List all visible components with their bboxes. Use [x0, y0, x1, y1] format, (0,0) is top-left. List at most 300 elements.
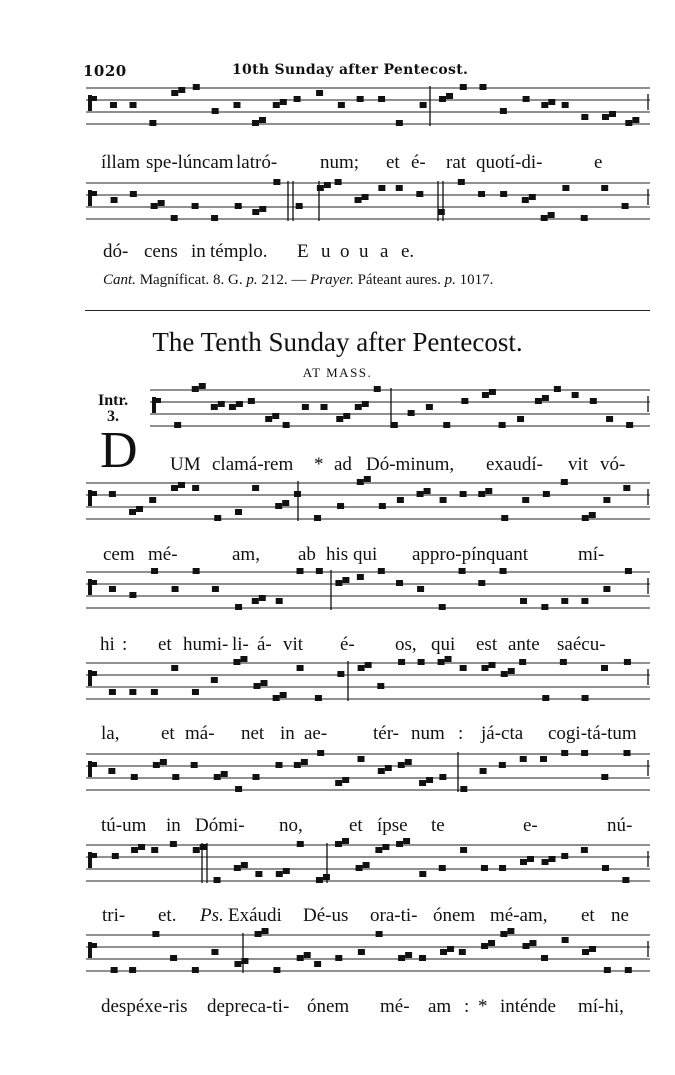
- neume-note: [294, 96, 301, 102]
- neume-note: [379, 503, 386, 509]
- neume-note: [304, 952, 311, 958]
- neume-note: [416, 191, 423, 197]
- neume-note: [149, 497, 156, 503]
- neume-note: [158, 200, 165, 206]
- syllable: Dó-minum,: [366, 454, 455, 475]
- syllable: et: [386, 152, 400, 173]
- neume-note: [420, 102, 427, 108]
- syllable: num: [411, 723, 445, 744]
- syllable: u: [321, 241, 331, 262]
- syllable: mé-: [148, 544, 178, 565]
- neume-note: [343, 413, 350, 419]
- neume-note: [259, 595, 266, 601]
- neume-note: [171, 665, 178, 671]
- neume-note: [458, 179, 465, 185]
- neume-note: [149, 120, 156, 126]
- syllable: spe-lúncam: [146, 152, 234, 173]
- syllable: dó-: [103, 241, 129, 262]
- syllable: et: [349, 815, 363, 836]
- neume-note: [481, 943, 488, 949]
- neume-note: [438, 209, 445, 215]
- page-label: p.: [444, 272, 456, 288]
- clef: [88, 942, 92, 958]
- neume-note: [460, 665, 467, 671]
- neume-note: [357, 574, 364, 580]
- syllable: *: [478, 996, 488, 1017]
- syllable: E: [297, 241, 309, 262]
- neume-note: [273, 967, 280, 973]
- introit-label: Intr.: [98, 392, 129, 409]
- neume-note: [624, 750, 631, 756]
- neume-note: [317, 750, 324, 756]
- syllable: no,: [279, 815, 303, 836]
- neume-note: [529, 194, 536, 200]
- neume-note: [582, 695, 589, 701]
- neume-note: [624, 659, 631, 665]
- syllable: inténde: [500, 996, 556, 1017]
- neume-note: [262, 928, 269, 934]
- neume-note: [446, 93, 453, 99]
- neume-note: [488, 662, 495, 668]
- neume-note: [632, 117, 639, 123]
- neume-note: [625, 568, 632, 574]
- neume-note: [335, 780, 342, 786]
- neume-note: [501, 671, 508, 677]
- syllable: in: [280, 723, 295, 744]
- neume-note: [622, 877, 629, 883]
- syllable: é-: [340, 634, 355, 655]
- syllable: mé-am,: [490, 905, 548, 926]
- neume-note: [335, 841, 342, 847]
- neume-note: [589, 512, 596, 518]
- neume-note: [355, 404, 362, 410]
- neume-note: [109, 586, 116, 592]
- neume-note: [109, 689, 116, 695]
- neume-note: [275, 503, 282, 509]
- neume-note: [129, 967, 136, 973]
- neume-note: [259, 206, 266, 212]
- neume-note: [336, 416, 343, 422]
- neume-note: [482, 392, 489, 398]
- neume-note: [542, 695, 549, 701]
- neume-note: [622, 203, 629, 209]
- neume-note: [138, 844, 145, 850]
- neume-note: [529, 940, 536, 946]
- neume-note: [541, 604, 548, 610]
- clef: [88, 761, 92, 777]
- neume-note: [396, 841, 403, 847]
- neume-note: [581, 750, 588, 756]
- syllable: rat: [446, 152, 467, 173]
- clef: [92, 491, 97, 496]
- neume-note: [248, 398, 255, 404]
- neume-note: [211, 215, 218, 221]
- syllable: mí-: [578, 544, 605, 565]
- syllable: vit: [283, 634, 304, 655]
- syllable: *: [314, 454, 324, 475]
- syllable: e-: [523, 815, 538, 836]
- neume-note: [358, 949, 365, 955]
- clef: [88, 95, 92, 111]
- neume-note: [109, 491, 116, 497]
- neume-note: [408, 410, 415, 416]
- clef: [92, 671, 97, 676]
- neume-note: [603, 497, 610, 503]
- syllable: ne: [611, 905, 629, 926]
- neume-note: [233, 659, 240, 665]
- neume-note: [252, 209, 259, 215]
- neume-note: [560, 659, 567, 665]
- neume-note: [625, 967, 632, 973]
- neume-note: [211, 404, 218, 410]
- neume-note: [460, 491, 467, 497]
- neume-note: [211, 677, 218, 683]
- syllable: já-cta: [481, 723, 524, 744]
- neume-note: [625, 120, 632, 126]
- neume-note: [235, 509, 242, 515]
- neume-note: [601, 665, 608, 671]
- syllable: ípse: [377, 815, 408, 836]
- neume-note: [152, 931, 159, 937]
- neume-note: [280, 99, 287, 105]
- page-number: 1020: [83, 62, 127, 80]
- neume-note: [480, 768, 487, 774]
- neume-note: [273, 102, 280, 108]
- neume-note: [405, 759, 412, 765]
- neume-note: [479, 84, 486, 90]
- syllable: qui: [431, 634, 456, 655]
- syllable: cens: [144, 241, 178, 262]
- neume-note: [192, 967, 199, 973]
- syllable: mí-hi,: [578, 996, 624, 1017]
- neume-note: [240, 656, 247, 662]
- psalm-label: Ps.: [200, 905, 224, 926]
- syllable: am: [428, 996, 452, 1017]
- syllable: Dómi-: [195, 815, 245, 836]
- neume-note: [129, 509, 136, 515]
- syllable: exaudí-: [486, 454, 543, 475]
- prayer-page: 1017.: [459, 272, 494, 288]
- neume-note: [582, 949, 589, 955]
- introit-marker: [98, 393, 128, 425]
- clef: [88, 852, 92, 868]
- neume-note: [378, 568, 385, 574]
- neume-note: [520, 598, 527, 604]
- neume-note: [590, 398, 597, 404]
- syllable: cogi-tá-tum: [548, 723, 637, 744]
- neume-note: [589, 946, 596, 952]
- neume-note: [460, 786, 467, 792]
- neume-note: [581, 847, 588, 853]
- clef: [88, 190, 92, 206]
- syllable: ante: [508, 634, 540, 655]
- neume-note: [439, 604, 446, 610]
- clef: [88, 490, 92, 506]
- neume-note: [426, 777, 433, 783]
- neume-note: [160, 759, 167, 765]
- neume-note: [221, 771, 228, 777]
- neume-note: [500, 191, 507, 197]
- neume-note: [212, 586, 219, 592]
- syllable: nú-: [607, 815, 633, 836]
- syllable: in: [191, 241, 206, 262]
- syllable: et.: [158, 905, 177, 926]
- neume-note: [581, 598, 588, 604]
- prayer-label: Prayer.: [310, 272, 354, 288]
- syllable: má-: [185, 723, 215, 744]
- neume-note: [489, 389, 496, 395]
- neume-note: [172, 586, 179, 592]
- syllable: quotí-di-: [476, 152, 543, 173]
- neume-note: [229, 404, 236, 410]
- neume-note: [606, 416, 613, 422]
- clef: [92, 580, 97, 585]
- neume-note: [541, 955, 548, 961]
- neume-note: [171, 215, 178, 221]
- neume-note: [192, 203, 199, 209]
- neume-note: [199, 383, 206, 389]
- neume-note: [171, 90, 178, 96]
- neume-note: [235, 604, 242, 610]
- neume-note: [438, 659, 445, 665]
- neume-note: [562, 102, 569, 108]
- neume-note: [302, 404, 309, 410]
- neume-note: [337, 503, 344, 509]
- section-subtitle: AT MASS.: [302, 365, 373, 380]
- neume-note: [283, 422, 290, 428]
- neume-note: [377, 683, 384, 689]
- neume-note: [153, 762, 160, 768]
- drop-capital: D: [100, 422, 138, 479]
- neume-note: [342, 577, 349, 583]
- clef: [92, 943, 97, 948]
- neume-note: [276, 871, 283, 877]
- neume-note: [419, 955, 426, 961]
- neume-note: [375, 847, 382, 853]
- syllable: é-: [411, 152, 426, 173]
- syllable: la,: [101, 723, 120, 744]
- neume-note: [355, 197, 362, 203]
- neume-note: [500, 931, 507, 937]
- syllable: am,: [232, 544, 260, 565]
- neume-note: [255, 871, 262, 877]
- syllable: UM: [170, 454, 201, 475]
- syllable: cem: [103, 544, 135, 565]
- neume-note: [365, 662, 372, 668]
- syllable: latró-: [236, 152, 278, 173]
- clef: [92, 762, 97, 767]
- neume-note: [499, 422, 506, 428]
- neume-note: [151, 847, 158, 853]
- neume-note: [342, 838, 349, 844]
- neume-note: [481, 865, 488, 871]
- syllable: mé-: [380, 996, 410, 1017]
- separator: —: [291, 272, 307, 288]
- neume-note: [357, 479, 364, 485]
- neume-note: [609, 111, 616, 117]
- neume-note: [338, 102, 345, 108]
- syllable: Dé-us: [303, 905, 349, 926]
- neume-note: [252, 598, 259, 604]
- neume-note: [527, 856, 534, 862]
- neume-note: [192, 485, 199, 491]
- neume-note: [280, 692, 287, 698]
- neume-note: [356, 865, 363, 871]
- clef: [88, 670, 92, 686]
- neume-note: [130, 102, 137, 108]
- neume-note: [396, 185, 403, 191]
- neume-note: [335, 580, 342, 586]
- neume-note: [234, 865, 241, 871]
- neume-note: [337, 671, 344, 677]
- clef: [92, 853, 97, 858]
- syllable: tér-: [373, 723, 399, 744]
- clef: [88, 579, 92, 595]
- neume-note: [192, 689, 199, 695]
- syllable: ónem: [307, 996, 350, 1017]
- neume-note: [192, 386, 199, 392]
- neume-note: [522, 197, 529, 203]
- neume-note: [136, 506, 143, 512]
- neume-note: [520, 859, 527, 865]
- syllable: et: [581, 905, 595, 926]
- neume-note: [151, 203, 158, 209]
- neume-note: [252, 485, 259, 491]
- neume-note: [178, 87, 185, 93]
- neume-note: [172, 774, 179, 780]
- neume-note: [297, 955, 304, 961]
- neume-note: [561, 853, 568, 859]
- neume-note: [193, 84, 200, 90]
- syllable: vit: [568, 454, 589, 475]
- syllable: num;: [320, 152, 360, 173]
- neume-note: [252, 774, 259, 780]
- syllable: :: [464, 996, 470, 1017]
- syllable: a: [380, 241, 389, 262]
- introit-mode: 3.: [107, 408, 120, 425]
- neume-note: [459, 949, 466, 955]
- neume-note: [603, 586, 610, 592]
- syllable: et: [161, 723, 175, 744]
- neume-note: [398, 762, 405, 768]
- neume-note: [265, 416, 272, 422]
- neume-note: [342, 777, 349, 783]
- neume-note: [426, 404, 433, 410]
- neume-note: [283, 868, 290, 874]
- neume-note: [112, 853, 119, 859]
- neume-note: [178, 482, 185, 488]
- neume-note: [417, 491, 424, 497]
- neume-note: [439, 774, 446, 780]
- clef: [152, 397, 156, 413]
- neume-note: [129, 689, 136, 695]
- neume-note: [508, 668, 515, 674]
- neume-note: [362, 194, 369, 200]
- neume-note: [294, 762, 301, 768]
- neume-note: [214, 774, 221, 780]
- neume-note: [131, 774, 138, 780]
- neume-note: [548, 99, 555, 105]
- cant-page: 212.: [261, 272, 288, 288]
- syllable: :: [122, 634, 128, 655]
- neume-note: [517, 416, 524, 422]
- neume-note: [276, 598, 283, 604]
- neume-note: [424, 488, 431, 494]
- neume-note: [535, 398, 542, 404]
- neume-note: [357, 96, 364, 102]
- neume-note: [376, 931, 383, 937]
- syllable: o: [340, 241, 350, 262]
- syllable: li-: [232, 634, 249, 655]
- neume-note: [601, 185, 608, 191]
- neume-note: [335, 179, 342, 185]
- neume-note: [212, 108, 219, 114]
- neume-note: [297, 568, 304, 574]
- neume-note: [218, 401, 225, 407]
- neume-note: [233, 102, 240, 108]
- neume-note: [523, 96, 530, 102]
- neume-note: [314, 515, 321, 521]
- neume-note: [335, 955, 342, 961]
- neume-note: [252, 120, 259, 126]
- neume-note: [374, 386, 381, 392]
- neume-note: [272, 413, 279, 419]
- syllable: :: [458, 723, 464, 744]
- neume-note: [540, 756, 547, 762]
- clef: [156, 398, 161, 403]
- neume-note: [541, 102, 548, 108]
- neume-note: [193, 568, 200, 574]
- cantus-prayer-note: [103, 272, 493, 289]
- neume-note: [398, 659, 405, 665]
- neume-note: [316, 568, 323, 574]
- syllable: ónem: [433, 905, 476, 926]
- neume-note: [301, 759, 308, 765]
- neume-note: [171, 485, 178, 491]
- neume-note: [297, 665, 304, 671]
- neume-note: [235, 786, 242, 792]
- syllable: témplo.: [210, 241, 268, 262]
- neume-note: [129, 592, 136, 598]
- neume-note: [297, 841, 304, 847]
- neume-note: [405, 952, 412, 958]
- neume-note: [236, 401, 243, 407]
- neume-note: [447, 946, 454, 952]
- neume-note: [500, 568, 507, 574]
- neume-note: [397, 497, 404, 503]
- neume-note: [417, 586, 424, 592]
- syllable: saécu-: [557, 634, 606, 655]
- neume-note: [235, 203, 242, 209]
- neume-note: [478, 580, 485, 586]
- neume-note: [519, 659, 526, 665]
- neume-note: [403, 838, 410, 844]
- neume-note: [581, 215, 588, 221]
- neume-note: [111, 967, 118, 973]
- neume-note: [214, 877, 221, 883]
- syllable: est: [476, 634, 498, 655]
- neume-note: [541, 215, 548, 221]
- syllable: his: [326, 544, 349, 565]
- neume-note: [542, 395, 549, 401]
- neume-note: [419, 871, 426, 877]
- neume-note: [460, 847, 467, 853]
- neume-note: [378, 768, 385, 774]
- syllable: net: [241, 723, 265, 744]
- syllable: ora-ti-: [370, 905, 418, 926]
- neume-note: [548, 212, 555, 218]
- neume-note: [398, 955, 405, 961]
